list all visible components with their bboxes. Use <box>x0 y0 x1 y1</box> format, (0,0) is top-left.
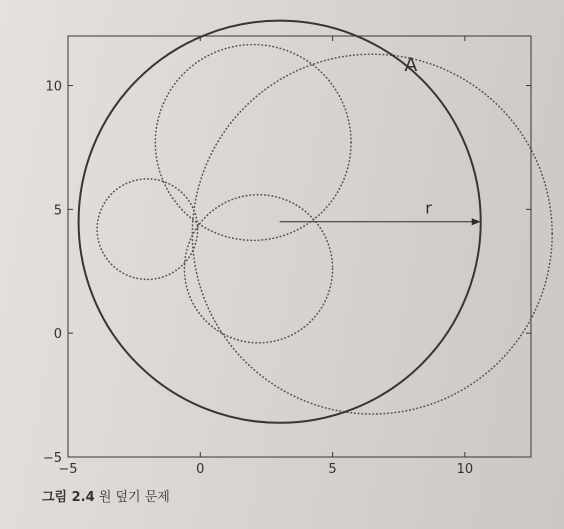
figure-number: 그림 2.4 <box>42 490 95 505</box>
radius-label: r <box>425 198 432 218</box>
x-tick-label: 10 <box>456 462 474 477</box>
y-tick-label: 10 <box>45 79 62 95</box>
x-tick-label: −5 <box>58 462 78 477</box>
axis-ticks <box>43 36 531 477</box>
y-tick-label: 5 <box>53 203 62 219</box>
y-tick-label: −5 <box>42 451 62 466</box>
small-circle-2 <box>192 54 552 414</box>
y-tick-label: 0 <box>53 327 62 343</box>
radius-arrow-head <box>472 218 481 225</box>
small-circle-4 <box>184 195 332 343</box>
small-circle-3 <box>97 179 198 280</box>
figure-caption <box>42 486 170 505</box>
figure-caption-text: 원 덮기 문제 <box>98 490 170 505</box>
x-tick-label: 5 <box>328 462 337 477</box>
big-circle-label: A <box>404 54 418 77</box>
small-circles-group <box>97 45 552 414</box>
small-circle-1 <box>155 45 351 241</box>
x-tick-label: 0 <box>196 462 205 477</box>
plot-frame <box>68 36 531 457</box>
